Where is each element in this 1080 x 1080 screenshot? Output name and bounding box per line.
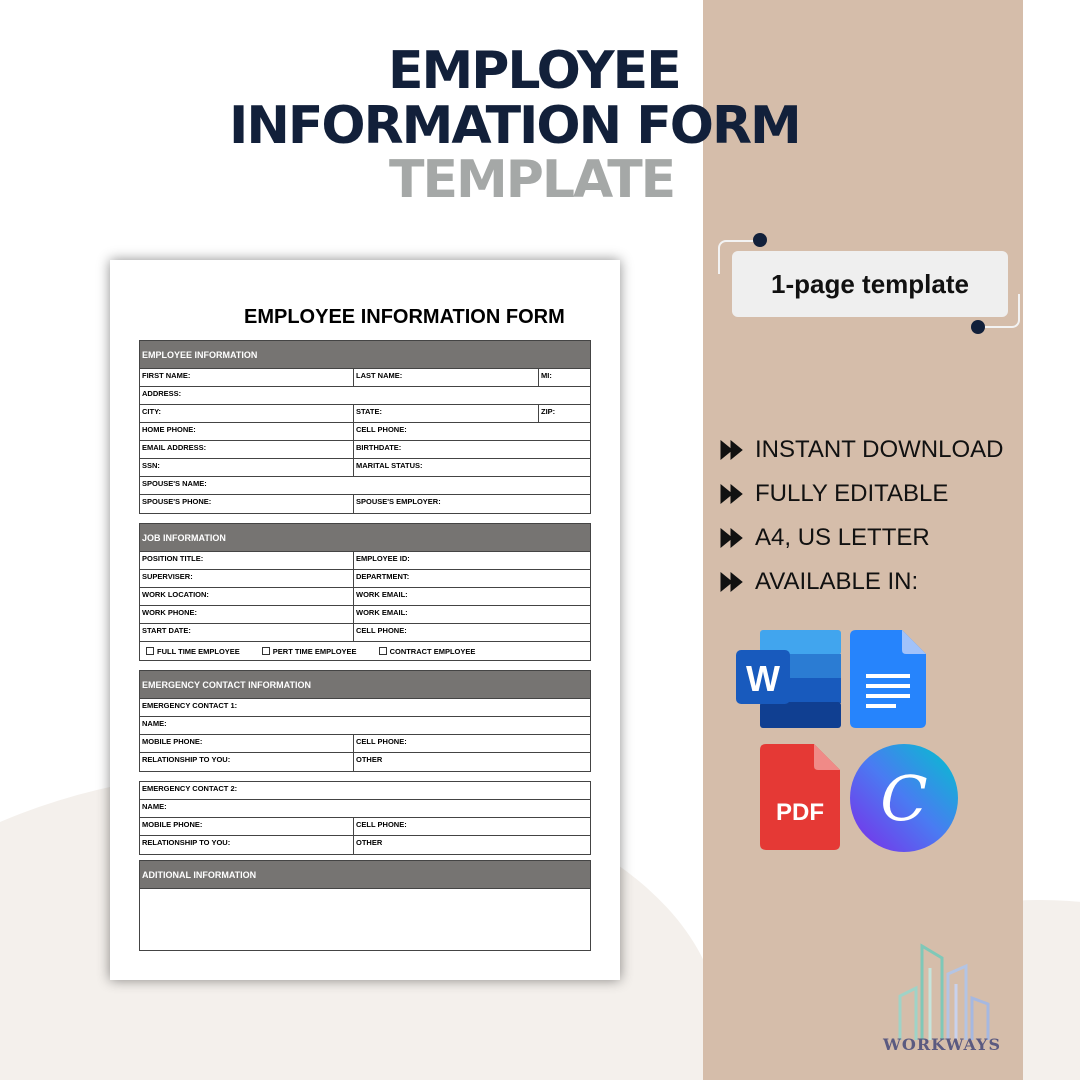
- pdf-file-icon: [760, 744, 840, 850]
- double-play-arrow-icon: [720, 527, 748, 549]
- field-employee-id: EMPLOYEE ID:: [356, 554, 410, 563]
- field-zip: ZIP:: [541, 407, 556, 416]
- form-row: [140, 477, 590, 495]
- form-row: [140, 387, 590, 405]
- emergency-contact-section: [139, 670, 591, 772]
- notes-area: [140, 889, 590, 950]
- section-header: EMPLOYEE INFORMATION: [140, 341, 590, 369]
- form-row: [140, 441, 590, 459]
- form-row: [140, 369, 590, 387]
- field-ssn: SSN:: [140, 459, 354, 476]
- field-name: NAME:: [142, 802, 167, 811]
- form-row: [140, 753, 590, 771]
- field-emergency-contact-2: EMERGENCY CONTACT 2:: [142, 784, 238, 793]
- form-row: [140, 405, 590, 423]
- feature-label: FULLY EDITABLE: [755, 480, 949, 507]
- word-glyph: W: [746, 658, 780, 699]
- field-department: DEPARTMENT:: [356, 572, 410, 581]
- field-cell-phone: CELL PHONE:: [356, 820, 407, 829]
- title-line-1: EMPLOYEE: [388, 41, 680, 101]
- form-title: EMPLOYEE INFORMATION FORM: [244, 306, 565, 328]
- form-row: [140, 606, 590, 624]
- brand-name: WORKWAYS: [882, 1035, 1002, 1054]
- field-address: ADDRESS:: [142, 389, 182, 398]
- field-position-title: POSITION TITLE:: [140, 552, 354, 569]
- google-docs-icon: [850, 630, 926, 728]
- field-cell-phone: CELL PHONE:: [356, 737, 407, 746]
- form-row: [140, 423, 590, 441]
- form-row: [140, 818, 590, 836]
- field-mobile-phone: MOBILE PHONE:: [140, 818, 354, 835]
- feature-item: [720, 428, 1020, 472]
- checkbox-icon: [379, 647, 387, 655]
- badge-dot: [971, 320, 985, 334]
- field-last-name: LAST NAME:: [354, 369, 539, 386]
- field-relationship: RELATIONSHIP TO YOU:: [140, 753, 354, 771]
- section-header: EMERGENCY CONTACT INFORMATION: [140, 671, 590, 699]
- form-row: [140, 459, 590, 477]
- checkbox-label: FULL TIME EMPLOYEE: [157, 646, 240, 656]
- checkbox-label: PERT TIME EMPLOYEE: [272, 646, 357, 656]
- form-row: [140, 836, 590, 854]
- field-birthdate: BIRTHDATE:: [356, 443, 402, 452]
- field-name: NAME:: [142, 719, 167, 728]
- form-row: [140, 552, 590, 570]
- form-row: [140, 800, 590, 818]
- feature-label: AVAILABLE IN:: [755, 568, 919, 595]
- employment-type-row: [140, 642, 590, 660]
- form-row: [140, 570, 590, 588]
- checkbox-contract: [379, 647, 476, 656]
- title-line-3: TEMPLATE: [389, 150, 675, 210]
- field-work-email: WORK EMAIL:: [356, 608, 408, 617]
- field-emergency-contact-1: EMERGENCY CONTACT 1:: [142, 701, 238, 710]
- employee-information-section: [139, 340, 591, 514]
- field-email: EMAIL ADDRESS:: [140, 441, 354, 458]
- form-row: [140, 782, 590, 800]
- field-spouse-employer: SPOUSE'S EMPLOYER:: [356, 497, 441, 506]
- form-row: [140, 717, 590, 735]
- form-row: [140, 588, 590, 606]
- checkbox-icon: [146, 647, 154, 655]
- field-work-phone: WORK PHONE:: [140, 606, 354, 623]
- field-mi: MI:: [541, 371, 552, 380]
- feature-item: [720, 472, 1020, 516]
- field-spouse-name: SPOUSE'S NAME:: [142, 479, 207, 488]
- field-state: STATE:: [354, 405, 539, 422]
- title-line-2: INFORMATION FORM: [229, 96, 800, 156]
- job-information-section: [139, 523, 591, 661]
- feature-item: [720, 560, 1020, 604]
- workways-logo-icon: [882, 930, 1006, 1050]
- pdf-label: PDF: [776, 799, 824, 826]
- field-superviser: SUPERVISER:: [140, 570, 354, 587]
- double-play-arrow-icon: [720, 571, 748, 593]
- checkbox-full-time: [146, 647, 240, 656]
- microsoft-word-icon: [736, 630, 842, 728]
- double-play-arrow-icon: [720, 483, 748, 505]
- canva-glyph: C: [880, 762, 928, 835]
- field-work-location: WORK LOCATION:: [140, 588, 354, 605]
- feature-item: [720, 516, 1020, 560]
- field-mobile-phone: MOBILE PHONE:: [140, 735, 354, 752]
- field-start-date: START DATE:: [140, 624, 354, 641]
- emergency-contact-2-section: [139, 781, 591, 855]
- section-header: ADITIONAL INFORMATION: [140, 861, 590, 889]
- field-relationship: RELATIONSHIP TO YOU:: [140, 836, 354, 854]
- form-document-preview: [110, 260, 620, 980]
- form-row: [140, 624, 590, 642]
- checkbox-label: CONTRACT EMPLOYEE: [389, 646, 476, 656]
- feature-list: [720, 428, 1020, 604]
- section-header: JOB INFORMATION: [140, 524, 590, 552]
- form-row: [140, 699, 590, 717]
- badge-dot: [753, 233, 767, 247]
- form-row: [140, 495, 590, 513]
- field-city: CITY:: [140, 405, 354, 422]
- checkbox-icon: [262, 647, 270, 655]
- feature-label: INSTANT DOWNLOAD: [755, 436, 1004, 463]
- field-home-phone: HOME PHONE:: [140, 423, 354, 440]
- field-work-email: WORK EMAIL:: [356, 590, 408, 599]
- field-cell-phone: CELL PHONE:: [356, 425, 407, 434]
- additional-information-section: [139, 860, 591, 951]
- field-cell-phone: CELL PHONE:: [356, 626, 407, 635]
- checkbox-part-time: [262, 647, 357, 656]
- canva-icon: [850, 744, 958, 852]
- page-count-badge: 1-page template: [732, 251, 1008, 317]
- field-spouse-phone: SPOUSE'S PHONE:: [140, 495, 354, 513]
- field-first-name: FIRST NAME:: [140, 369, 354, 386]
- feature-label: A4, US LETTER: [755, 524, 930, 551]
- double-play-arrow-icon: [720, 439, 748, 461]
- field-other: OTHER: [356, 838, 383, 847]
- field-marital-status: MARITAL STATUS:: [356, 461, 423, 470]
- field-other: OTHER: [356, 755, 383, 764]
- form-row: [140, 735, 590, 753]
